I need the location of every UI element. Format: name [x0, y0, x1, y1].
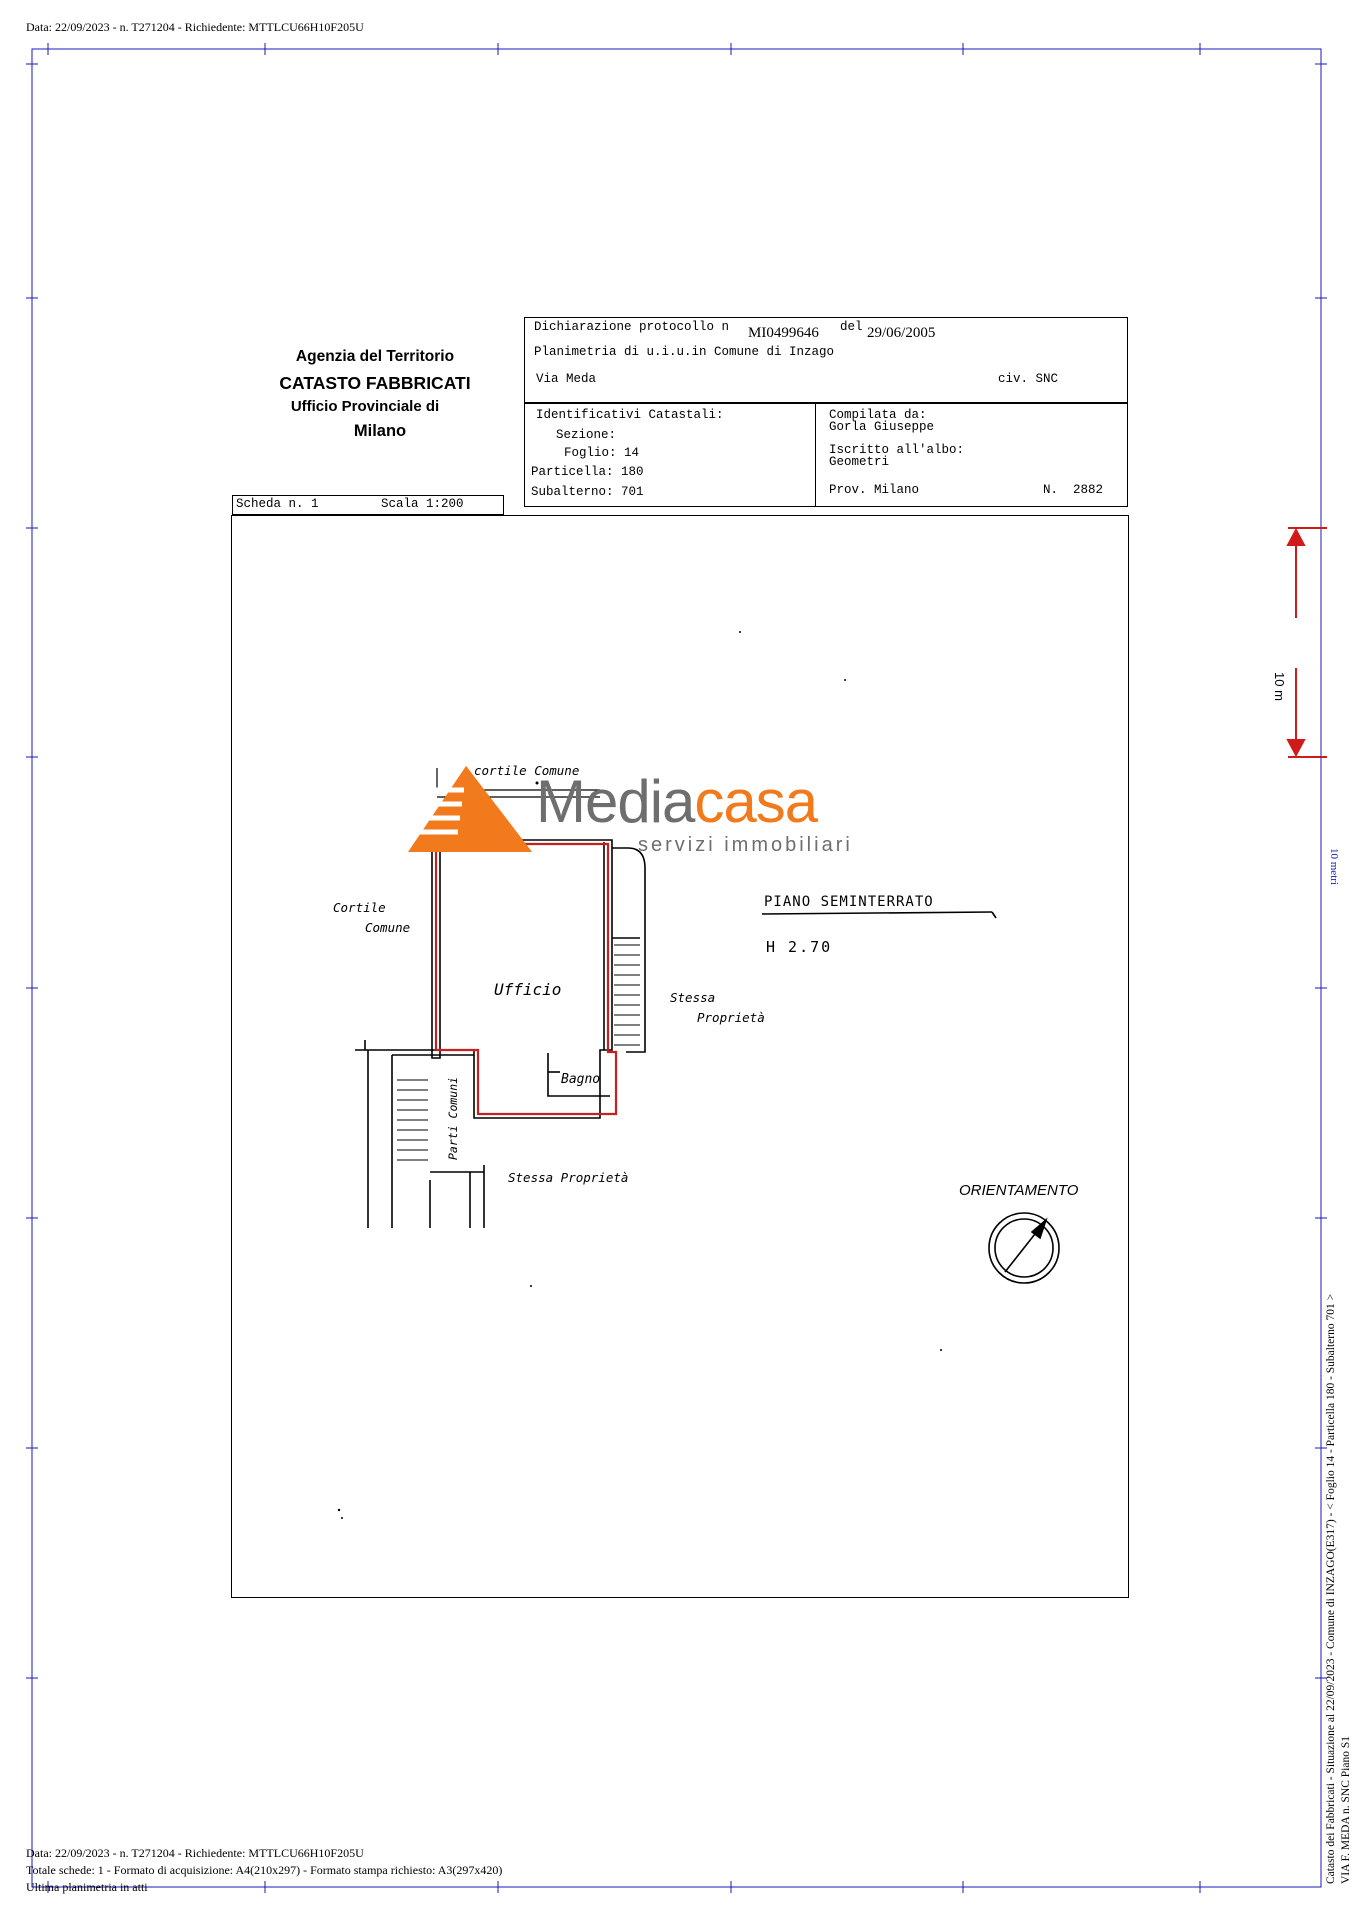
compiler-label: Compilata da: — [829, 408, 927, 422]
agency-city: Milano — [353, 422, 407, 440]
scale-blue-label: 10 metri — [1328, 848, 1340, 885]
label-cortile: Cortile — [333, 900, 386, 915]
label-altezza: H 2.70 — [766, 938, 833, 956]
particella: Particella: 180 — [531, 465, 644, 479]
label-stessa-right: Stessa — [670, 990, 716, 1005]
footer-line-3: Ultima planimetria in atti — [26, 1880, 148, 1894]
label-proprieta-right: Proprietà — [697, 1010, 765, 1025]
identifiers-title: Identificativi Catastali: — [536, 408, 724, 422]
compiler-name: Gorla Giuseppe — [829, 420, 935, 434]
brand-media: Media — [536, 768, 695, 835]
agency-office: Ufficio Provinciale di — [290, 398, 440, 415]
sezione: Sezione: — [556, 428, 617, 442]
label-orientamento: ORIENTAMENTO — [959, 1182, 1079, 1199]
label-stessa-bottom: Stessa Proprietà — [508, 1170, 629, 1185]
label-piano: PIANO SEMINTERRATO — [764, 894, 934, 910]
side-info-2: VIA F. MEDA n. SNC Piano S1 — [1340, 1736, 1352, 1884]
foglio: Foglio: 14 — [564, 446, 640, 460]
compiler-number: N. 2882 — [1043, 483, 1104, 497]
protocol-number: MI0499646 — [748, 325, 819, 341]
albo-label: Iscritto all'albo: — [829, 443, 965, 457]
scheda-scale: Scala 1:200 — [381, 497, 464, 511]
label-bagno: Bagno — [561, 1072, 601, 1087]
subalterno: Subalterno: 701 — [531, 485, 644, 499]
agency-name: Agenzia del Territorio — [295, 348, 455, 365]
albo-value: Geometri — [829, 455, 890, 469]
label-cortile-top: cortile Comune — [474, 763, 580, 778]
protocol-date-label: del — [840, 320, 863, 334]
scale-red-label: 10 m — [1272, 672, 1287, 701]
mediacasa-tagline: servizi immobiliari — [638, 834, 853, 856]
civic-number: civ. SNC — [998, 372, 1059, 386]
label-ufficio: Ufficio — [494, 980, 562, 999]
side-info-1: Catasto dei Fabbricati - Situazione al 22/09/2023 - Comune di INZAGO(E317) - < Foglio 14 - Particella 180 - Subalterno 701 > — [1325, 1293, 1337, 1884]
scheda-number: Scheda n. 1 — [236, 497, 319, 511]
label-comune: Comune — [365, 920, 411, 935]
brand-casa: casa — [694, 768, 818, 835]
plan-description: Planimetria di u.i.u.in Comune di Inzago — [534, 345, 835, 359]
agency-catasto: CATASTO FABBRICATI — [279, 373, 471, 393]
protocol-date: 29/06/2005 — [867, 325, 936, 341]
header-info: Data: 22/09/2023 - n. T271204 - Richiedente: MTTLCU66H10F205U — [26, 20, 364, 34]
compiler-province: Prov. Milano — [829, 483, 920, 497]
label-parti-comuni: Parti Comuni — [446, 1076, 460, 1160]
footer-line-1: Data: 22/09/2023 - n. T271204 - Richiedente: MTTLCU66H10F205U — [26, 1846, 364, 1860]
street: Via Meda — [536, 372, 597, 386]
footer-line-2: Totale schede: 1 - Formato di acquisizione: A4(210x297) - Formato stampa richiesto: A3(297x420) — [26, 1863, 503, 1877]
protocol-label: Dichiarazione protocollo n — [534, 320, 730, 334]
